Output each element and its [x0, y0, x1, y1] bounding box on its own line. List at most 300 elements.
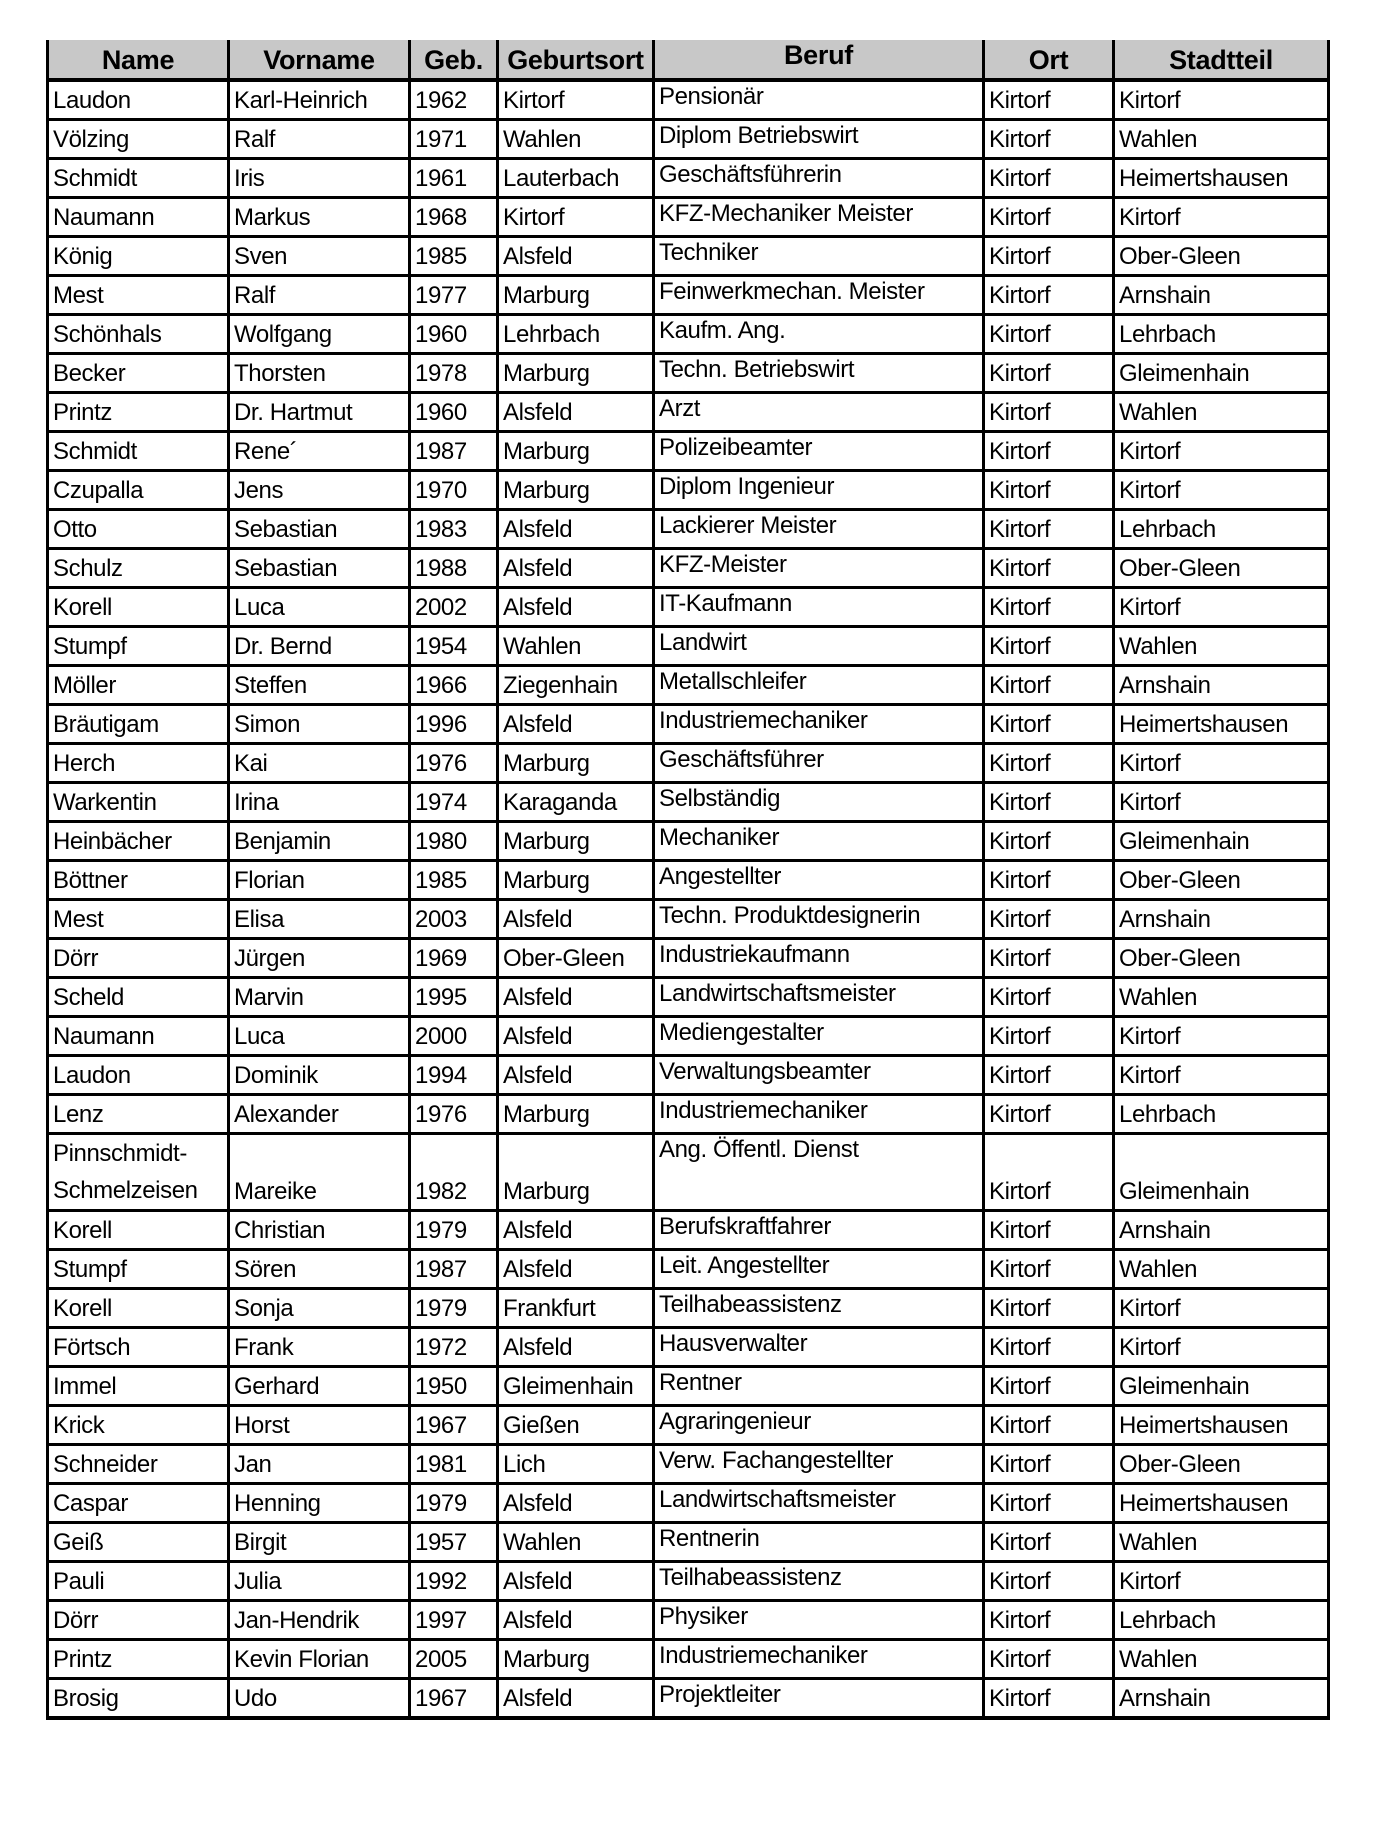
cell-geburtsort: Alsfeld [498, 393, 654, 432]
cell-beruf: Landwirt [654, 627, 984, 666]
cell-ort: Kirtorf [984, 1211, 1114, 1250]
cell-geb: 1971 [410, 120, 498, 159]
cell-beruf: KFZ-Meister [654, 549, 984, 588]
header-geb: Geb. [410, 40, 498, 80]
cell-beruf: Physiker [654, 1601, 984, 1640]
cell-vorname: Julia [229, 1562, 410, 1601]
cell-name: Scheld [48, 978, 229, 1017]
table-row [48, 627, 1329, 666]
table-row [48, 1640, 1329, 1679]
cell-geb: 1960 [410, 315, 498, 354]
cell-geburtsort: Ober-Gleen [498, 939, 654, 978]
cell-ort: Kirtorf [984, 393, 1114, 432]
cell-name: Otto [48, 510, 229, 549]
cell-ort: Kirtorf [984, 471, 1114, 510]
document-page [46, 40, 1330, 1720]
cell-name: Schulz [48, 549, 229, 588]
cell-geburtsort: Alsfeld [498, 1601, 654, 1640]
table-row [48, 315, 1329, 354]
cell-geb: 1981 [410, 1445, 498, 1484]
cell-ort: Kirtorf [984, 1250, 1114, 1289]
cell-beruf: Geschäftsführer [654, 744, 984, 783]
cell-ort: Kirtorf [984, 1562, 1114, 1601]
cell-name: Mest [48, 276, 229, 315]
header-vorname: Vorname [229, 40, 410, 80]
cell-beruf: IT-Kaufmann [654, 588, 984, 627]
cell-beruf: Geschäftsführerin [654, 159, 984, 198]
cell-geb: 1967 [410, 1406, 498, 1445]
cell-name: Czupalla [48, 471, 229, 510]
cell-ort: Kirtorf [984, 744, 1114, 783]
cell-geb: 1995 [410, 978, 498, 1017]
roster-table [46, 40, 1330, 1720]
cell-geb: 1974 [410, 783, 498, 822]
table-row [48, 1328, 1329, 1367]
cell-name: Dörr [48, 939, 229, 978]
cell-stadtteil: Kirtorf [1114, 1056, 1329, 1095]
cell-vorname: Dominik [229, 1056, 410, 1095]
cell-beruf: Feinwerkmechan. Meister [654, 276, 984, 315]
cell-beruf: Diplom Ingenieur [654, 471, 984, 510]
cell-vorname: Dr. Bernd [229, 627, 410, 666]
cell-name: Laudon [48, 1056, 229, 1095]
cell-geburtsort: Marburg [498, 276, 654, 315]
table-row [48, 1523, 1329, 1562]
cell-name: Korell [48, 1211, 229, 1250]
table-row [48, 471, 1329, 510]
cell-vorname: Henning [229, 1484, 410, 1523]
cell-ort: Kirtorf [984, 1445, 1114, 1484]
cell-name: Heinbächer [48, 822, 229, 861]
cell-geburtsort: Alsfeld [498, 1484, 654, 1523]
cell-geb: 1957 [410, 1523, 498, 1562]
cell-stadtteil: Arnshain [1114, 900, 1329, 939]
cell-geb: 1968 [410, 198, 498, 237]
cell-geburtsort: Alsfeld [498, 1562, 654, 1601]
cell-beruf: KFZ-Mechaniker Meister [654, 198, 984, 237]
table-row [48, 393, 1329, 432]
cell-geburtsort: Alsfeld [498, 237, 654, 276]
cell-vorname: Gerhard [229, 1367, 410, 1406]
cell-stadtteil: Heimertshausen [1114, 1406, 1329, 1445]
cell-vorname: Iris [229, 159, 410, 198]
table-row [48, 1562, 1329, 1601]
cell-stadtteil: Kirtorf [1114, 1328, 1329, 1367]
cell-stadtteil: Gleimenhain [1114, 822, 1329, 861]
cell-name: Geiß [48, 1523, 229, 1562]
cell-stadtteil: Kirtorf [1114, 783, 1329, 822]
header-stadtteil: Stadtteil [1114, 40, 1329, 80]
cell-geburtsort: Marburg [498, 861, 654, 900]
cell-geb: 1987 [410, 432, 498, 471]
cell-vorname: Wolfgang [229, 315, 410, 354]
cell-geburtsort: Gleimenhain [498, 1367, 654, 1406]
cell-stadtteil: Ober-Gleen [1114, 939, 1329, 978]
cell-geburtsort: Marburg [498, 354, 654, 393]
cell-beruf: Lackierer Meister [654, 510, 984, 549]
cell-vorname: Christian [229, 1211, 410, 1250]
cell-ort: Kirtorf [984, 354, 1114, 393]
cell-beruf: Leit. Angestellter [654, 1250, 984, 1289]
cell-name: Warkentin [48, 783, 229, 822]
cell-vorname: Steffen [229, 666, 410, 705]
cell-geb: 1996 [410, 705, 498, 744]
cell-vorname: Sören [229, 1250, 410, 1289]
cell-ort: Kirtorf [984, 666, 1114, 705]
cell-geb: 2003 [410, 900, 498, 939]
cell-stadtteil: Wahlen [1114, 1523, 1329, 1562]
table-header [48, 40, 1329, 80]
cell-beruf: Ang. Öffentl. Dienst [654, 1134, 984, 1211]
cell-ort: Kirtorf [984, 900, 1114, 939]
table-row [48, 1367, 1329, 1406]
cell-geb: 1985 [410, 237, 498, 276]
cell-name: Stumpf [48, 1250, 229, 1289]
cell-vorname: Birgit [229, 1523, 410, 1562]
cell-ort: Kirtorf [984, 1017, 1114, 1056]
cell-beruf: Industriekaufmann [654, 939, 984, 978]
cell-ort: Kirtorf [984, 80, 1114, 120]
cell-beruf: Teilhabeassistenz [654, 1562, 984, 1601]
cell-name: Printz [48, 393, 229, 432]
cell-stadtteil: Kirtorf [1114, 432, 1329, 471]
cell-name: Dörr [48, 1601, 229, 1640]
cell-stadtteil: Wahlen [1114, 1640, 1329, 1679]
cell-ort: Kirtorf [984, 198, 1114, 237]
cell-geb: 1978 [410, 354, 498, 393]
table-row [48, 549, 1329, 588]
cell-vorname: Marvin [229, 978, 410, 1017]
cell-name: Lenz [48, 1095, 229, 1134]
table-row [48, 1017, 1329, 1056]
cell-geburtsort: Marburg [498, 744, 654, 783]
cell-vorname: Jürgen [229, 939, 410, 978]
cell-geburtsort: Marburg [498, 1134, 654, 1211]
cell-vorname: Karl-Heinrich [229, 80, 410, 120]
cell-stadtteil: Gleimenhain [1114, 354, 1329, 393]
cell-beruf: Verwaltungsbeamter [654, 1056, 984, 1095]
cell-vorname: Sonja [229, 1289, 410, 1328]
table-row [48, 237, 1329, 276]
cell-ort: Kirtorf [984, 159, 1114, 198]
cell-geb: 1967 [410, 1679, 498, 1719]
cell-vorname: Florian [229, 861, 410, 900]
cell-geburtsort: Ziegenhain [498, 666, 654, 705]
cell-ort: Kirtorf [984, 276, 1114, 315]
table-row [48, 159, 1329, 198]
cell-geb: 1983 [410, 510, 498, 549]
cell-beruf: Metallschleifer [654, 666, 984, 705]
cell-ort: Kirtorf [984, 237, 1114, 276]
cell-geb: 1976 [410, 744, 498, 783]
cell-vorname: Sebastian [229, 510, 410, 549]
cell-name: Völzing [48, 120, 229, 159]
cell-geburtsort: Alsfeld [498, 588, 654, 627]
cell-geburtsort: Alsfeld [498, 1017, 654, 1056]
cell-geburtsort: Alsfeld [498, 1328, 654, 1367]
cell-beruf: Hausverwalter [654, 1328, 984, 1367]
cell-geb: 1985 [410, 861, 498, 900]
cell-vorname: Thorsten [229, 354, 410, 393]
cell-ort: Kirtorf [984, 1056, 1114, 1095]
cell-geb: 1979 [410, 1484, 498, 1523]
table-row [48, 1406, 1329, 1445]
cell-name: Böttner [48, 861, 229, 900]
cell-geburtsort: Alsfeld [498, 705, 654, 744]
table-row [48, 666, 1329, 705]
cell-ort: Kirtorf [984, 549, 1114, 588]
table-row [48, 783, 1329, 822]
cell-beruf: Diplom Betriebswirt [654, 120, 984, 159]
cell-name: Laudon [48, 80, 229, 120]
cell-name: Naumann [48, 198, 229, 237]
cell-ort: Kirtorf [984, 1134, 1114, 1211]
cell-geburtsort: Alsfeld [498, 1250, 654, 1289]
cell-ort: Kirtorf [984, 978, 1114, 1017]
cell-stadtteil: Arnshain [1114, 1679, 1329, 1719]
cell-stadtteil: Gleimenhain [1114, 1134, 1329, 1211]
cell-stadtteil: Kirtorf [1114, 744, 1329, 783]
cell-vorname: Benjamin [229, 822, 410, 861]
cell-beruf: Selbständig [654, 783, 984, 822]
cell-stadtteil: Ober-Gleen [1114, 549, 1329, 588]
table-row [48, 1445, 1329, 1484]
cell-name: Naumann [48, 1017, 229, 1056]
table-row [48, 276, 1329, 315]
cell-vorname: Luca [229, 1017, 410, 1056]
cell-beruf: Techn. Produktdesignerin [654, 900, 984, 939]
table-row [48, 705, 1329, 744]
table-row [48, 1134, 1329, 1211]
cell-vorname: Mareike [229, 1134, 410, 1211]
cell-stadtteil: Heimertshausen [1114, 1484, 1329, 1523]
cell-name: Immel [48, 1367, 229, 1406]
cell-vorname: Sebastian [229, 549, 410, 588]
cell-ort: Kirtorf [984, 1484, 1114, 1523]
table-row [48, 1289, 1329, 1328]
cell-ort: Kirtorf [984, 939, 1114, 978]
cell-ort: Kirtorf [984, 315, 1114, 354]
cell-ort: Kirtorf [984, 1640, 1114, 1679]
cell-ort: Kirtorf [984, 627, 1114, 666]
table-row [48, 822, 1329, 861]
cell-stadtteil: Wahlen [1114, 120, 1329, 159]
cell-geb: 1979 [410, 1211, 498, 1250]
cell-stadtteil: Lehrbach [1114, 510, 1329, 549]
cell-name: Pinnschmidt- Schmelzeisen [48, 1134, 229, 1211]
cell-geb: 1961 [410, 159, 498, 198]
cell-beruf: Mediengestalter [654, 1017, 984, 1056]
cell-beruf: Industriemechaniker [654, 705, 984, 744]
cell-stadtteil: Heimertshausen [1114, 705, 1329, 744]
cell-stadtteil: Arnshain [1114, 666, 1329, 705]
cell-ort: Kirtorf [984, 1328, 1114, 1367]
cell-vorname: Jens [229, 471, 410, 510]
cell-stadtteil: Gleimenhain [1114, 1367, 1329, 1406]
cell-vorname: Kevin Florian [229, 1640, 410, 1679]
cell-name: Herch [48, 744, 229, 783]
cell-geburtsort: Marburg [498, 471, 654, 510]
cell-name: Stumpf [48, 627, 229, 666]
cell-name: König [48, 237, 229, 276]
table-row [48, 1056, 1329, 1095]
cell-geburtsort: Alsfeld [498, 1211, 654, 1250]
cell-beruf: Projektleiter [654, 1679, 984, 1719]
cell-geburtsort: Lauterbach [498, 159, 654, 198]
cell-stadtteil: Kirtorf [1114, 1562, 1329, 1601]
cell-beruf: Pensionär [654, 80, 984, 120]
header-beruf: Beruf [654, 40, 984, 80]
cell-name: Korell [48, 1289, 229, 1328]
cell-ort: Kirtorf [984, 1679, 1114, 1719]
cell-geburtsort: Kirtorf [498, 198, 654, 237]
cell-stadtteil: Kirtorf [1114, 588, 1329, 627]
cell-geb: 1987 [410, 1250, 498, 1289]
cell-name: Schmidt [48, 159, 229, 198]
cell-geburtsort: Marburg [498, 1640, 654, 1679]
cell-ort: Kirtorf [984, 510, 1114, 549]
cell-geb: 1962 [410, 80, 498, 120]
cell-stadtteil: Ober-Gleen [1114, 237, 1329, 276]
cell-ort: Kirtorf [984, 432, 1114, 471]
cell-vorname: Jan [229, 1445, 410, 1484]
cell-name: Schmidt [48, 432, 229, 471]
cell-beruf: Berufskraftfahrer [654, 1211, 984, 1250]
cell-vorname: Udo [229, 1679, 410, 1719]
cell-geburtsort: Marburg [498, 822, 654, 861]
cell-geb: 1970 [410, 471, 498, 510]
table-row [48, 939, 1329, 978]
cell-beruf: Arzt [654, 393, 984, 432]
cell-stadtteil: Kirtorf [1114, 80, 1329, 120]
cell-geburtsort: Wahlen [498, 120, 654, 159]
cell-vorname: Dr. Hartmut [229, 393, 410, 432]
table-row [48, 354, 1329, 393]
cell-geburtsort: Alsfeld [498, 1679, 654, 1719]
cell-geburtsort: Lehrbach [498, 315, 654, 354]
header-row [48, 40, 1329, 80]
cell-ort: Kirtorf [984, 588, 1114, 627]
table-body [48, 80, 1329, 1718]
cell-geb: 1972 [410, 1328, 498, 1367]
header-geburtsort: Geburtsort [498, 40, 654, 80]
cell-vorname: Sven [229, 237, 410, 276]
cell-geb: 1950 [410, 1367, 498, 1406]
cell-vorname: Simon [229, 705, 410, 744]
cell-beruf: Rentner [654, 1367, 984, 1406]
cell-stadtteil: Ober-Gleen [1114, 861, 1329, 900]
cell-beruf: Verw. Fachangestellter [654, 1445, 984, 1484]
cell-vorname: Kai [229, 744, 410, 783]
cell-ort: Kirtorf [984, 1367, 1114, 1406]
cell-geburtsort: Karaganda [498, 783, 654, 822]
cell-geburtsort: Marburg [498, 432, 654, 471]
cell-beruf: Industriemechaniker [654, 1095, 984, 1134]
cell-stadtteil: Ober-Gleen [1114, 1445, 1329, 1484]
table-row [48, 1679, 1329, 1719]
cell-geburtsort: Kirtorf [498, 80, 654, 120]
cell-name: Mest [48, 900, 229, 939]
cell-geb: 2000 [410, 1017, 498, 1056]
cell-geburtsort: Alsfeld [498, 978, 654, 1017]
cell-ort: Kirtorf [984, 1289, 1114, 1328]
cell-vorname: Elisa [229, 900, 410, 939]
cell-geb: 1992 [410, 1562, 498, 1601]
cell-ort: Kirtorf [984, 120, 1114, 159]
table-row [48, 1484, 1329, 1523]
cell-geburtsort: Alsfeld [498, 549, 654, 588]
cell-geb: 1982 [410, 1134, 498, 1211]
cell-beruf: Industriemechaniker [654, 1640, 984, 1679]
table-row [48, 1250, 1329, 1289]
table-row [48, 1211, 1329, 1250]
cell-ort: Kirtorf [984, 1406, 1114, 1445]
cell-name: Caspar [48, 1484, 229, 1523]
cell-geb: 1977 [410, 276, 498, 315]
cell-ort: Kirtorf [984, 1523, 1114, 1562]
table-row [48, 978, 1329, 1017]
cell-name: Brosig [48, 1679, 229, 1719]
cell-stadtteil: Lehrbach [1114, 1095, 1329, 1134]
cell-geb: 1969 [410, 939, 498, 978]
cell-beruf: Teilhabeassistenz [654, 1289, 984, 1328]
cell-name: Bräutigam [48, 705, 229, 744]
cell-geburtsort: Lich [498, 1445, 654, 1484]
table-row [48, 120, 1329, 159]
cell-vorname: Irina [229, 783, 410, 822]
cell-name: Förtsch [48, 1328, 229, 1367]
cell-vorname: Luca [229, 588, 410, 627]
cell-ort: Kirtorf [984, 705, 1114, 744]
cell-ort: Kirtorf [984, 1601, 1114, 1640]
cell-vorname: Alexander [229, 1095, 410, 1134]
cell-vorname: Rene´ [229, 432, 410, 471]
cell-ort: Kirtorf [984, 822, 1114, 861]
cell-geb: 1997 [410, 1601, 498, 1640]
cell-geburtsort: Frankfurt [498, 1289, 654, 1328]
cell-vorname: Horst [229, 1406, 410, 1445]
cell-stadtteil: Kirtorf [1114, 1017, 1329, 1056]
cell-geburtsort: Marburg [498, 1095, 654, 1134]
cell-beruf: Mechaniker [654, 822, 984, 861]
table-row [48, 900, 1329, 939]
cell-geb: 1976 [410, 1095, 498, 1134]
cell-geburtsort: Wahlen [498, 627, 654, 666]
cell-geb: 1966 [410, 666, 498, 705]
cell-stadtteil: Arnshain [1114, 276, 1329, 315]
cell-vorname: Frank [229, 1328, 410, 1367]
table-row [48, 1095, 1329, 1134]
cell-stadtteil: Lehrbach [1114, 1601, 1329, 1640]
cell-ort: Kirtorf [984, 861, 1114, 900]
table-row [48, 510, 1329, 549]
cell-stadtteil: Wahlen [1114, 393, 1329, 432]
cell-vorname: Jan-Hendrik [229, 1601, 410, 1640]
cell-name: Möller [48, 666, 229, 705]
cell-geb: 1960 [410, 393, 498, 432]
cell-beruf: Landwirtschaftsmeister [654, 1484, 984, 1523]
cell-stadtteil: Heimertshausen [1114, 159, 1329, 198]
table-row [48, 1601, 1329, 1640]
cell-stadtteil: Kirtorf [1114, 471, 1329, 510]
table-row [48, 861, 1329, 900]
cell-vorname: Ralf [229, 276, 410, 315]
cell-geb: 2005 [410, 1640, 498, 1679]
cell-geburtsort: Wahlen [498, 1523, 654, 1562]
cell-name: Printz [48, 1640, 229, 1679]
cell-vorname: Ralf [229, 120, 410, 159]
cell-ort: Kirtorf [984, 1095, 1114, 1134]
